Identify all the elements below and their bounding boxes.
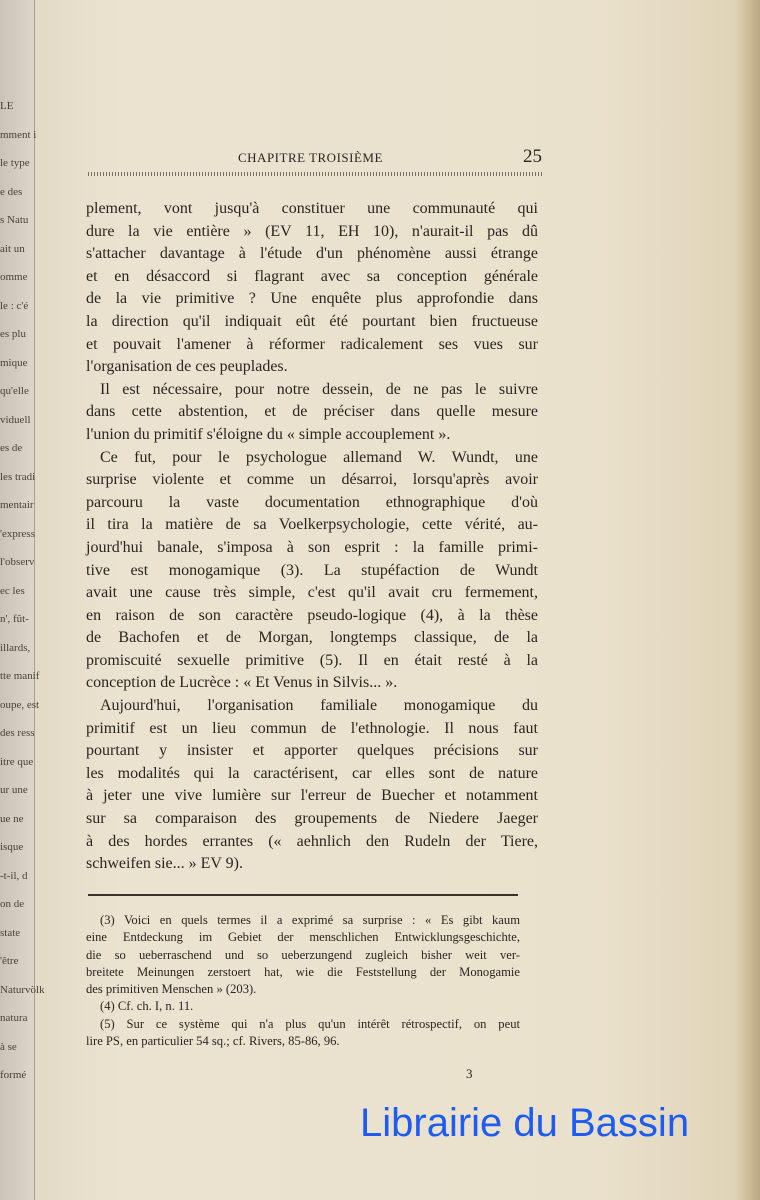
page-number: 25 [523,146,542,167]
left-page-fragment: natura [0,1012,28,1024]
text-line: surprise violente et comme un désarroi, lorsqu'après avoir [86,471,538,489]
text-line: l'organisation de ces peuplades. [86,358,288,376]
signature-mark: 3 [466,1066,473,1081]
header-wavy-rule [88,172,542,176]
text-line: Ce fut, pour le psychologue allemand W. Wundt, une [100,448,538,466]
left-page-fragment: qu'elle [0,385,29,397]
left-page-fragment: ur une [0,784,28,796]
footnote-line: (5) Sur ce système qui n'a plus qu'un intérêt rétrospectif, on peut [100,1016,520,1031]
left-page-fragment: mment i [0,128,37,141]
left-page-fragment: itre que [0,755,34,768]
left-page-fragment: ec les [0,584,25,597]
left-page-fragment: s Natu [0,214,29,226]
left-page-fragment: isque [0,841,24,853]
text-line: jourd'hui banale, s'imposa à son esprit : la famille primi- [86,538,538,556]
text-line: et en désaccord si flagrant avec sa conception générale [86,267,538,285]
footnote-line: breitete Meinungen zerstoert hat, wie die Feststellung der Monogamie [86,964,520,979]
left-page-fragment: ait un [0,242,25,255]
left-page-fragment: LE [0,100,14,112]
left-page-fragment: l'observ [0,556,35,568]
footnote-line: die so ueberraschend und so ueberzungend zugleich bisher weit ver- [86,947,520,962]
left-page-fragment: -t-il, d [0,869,28,882]
left-page-fragment: es de [0,442,23,454]
running-header [88,148,542,178]
text-line: les modalités qui la caractérisent, car elles sont de nature [86,764,538,782]
text-line: pourtant y insister et apporter quelques précisions sur [86,742,538,760]
left-page-fragment: mique [0,356,28,369]
footnote-line: lire PS, en particulier 54 sq.; cf. Rivers, 85-86, 96. [86,1034,340,1049]
watermark: Librairie du Bassin [360,1101,690,1145]
left-page-fragment: 'être [0,955,19,967]
text-line: de Bachofen et de Morgan, longtemps classique, de la [86,629,538,647]
text-line: dans cette abstention, et de préciser dans quelle mesure [86,403,538,421]
text-line: tive est monogamique (3). La stupéfaction de Wundt [86,561,538,579]
text-line: dure la vie entière » (EV 11, EH 10), n'aurait-il pas dû [86,222,538,240]
text-line: conception de Lucrèce : « Et Venus in Silvis... ». [86,674,398,692]
footnote-line: des primitiven Menschen » (203). [86,982,257,997]
left-page-fragment: des ress [0,727,35,739]
text-line: sur sa comparaison des groupements de Niedere Jaeger [86,810,538,828]
left-page-fragment: mentair [0,499,34,511]
left-page-fragment: formé [0,1069,27,1081]
text-line: plement, vont jusqu'à constituer une communauté qui [86,200,538,217]
text-line: de la vie primitive ? Une enquête plus approfondie dans [86,290,538,308]
text-line: schweifen sie... » EV 9). [86,855,243,873]
text-line: l'union du primitif s'éloigne du « simple accouplement ». [86,425,451,443]
text-line: parcouru la vaste documentation ethnographique d'où [86,493,538,511]
footnote-line: eine Entdeckung im Gebiet der menschlichen Entwicklungsgeschichte, [86,930,520,945]
text-line: et pouvait l'amener à réformer radicalement ses vues sur [86,335,538,353]
text-line: primitif est un lieu commun de l'ethnologie. Il nous faut [86,719,538,737]
text-line: en raison de son caractère pseudo-logique (4), à la thèse [86,606,538,624]
footnote-line: (3) Voici en quels termes il a exprimé sa surprise : « Es gibt kaum [100,913,520,927]
left-page-fragment: omme [0,271,28,283]
text-line: la direction qu'il indiquait eût été pourtant bien fructueuse [86,312,538,330]
left-page-fragment: 'express [0,527,35,540]
text-line: avait une cause très simple, c'est qu'il avait cru fermement, [86,584,538,602]
text-line: s'attacher davantage à l'étude d'un phénomène aussi étrange [86,245,538,263]
text-line: à jeter une vive lumière sur l'erreur de Buecher et notamment [86,787,538,805]
body-text [86,198,538,876]
left-page-fragment: illards, [0,641,31,654]
left-page-fragment: Naturvölk [0,983,45,996]
left-page-fragment: le type [0,157,30,169]
left-page-fragment: state [0,926,21,939]
text-line: à des hordes errantes (« aehnlich den Rudeln der Tiere, [86,832,538,850]
left-page-fragment: viduell [0,413,31,426]
previous-page-edge [0,0,45,1200]
left-page-fragment: le : c'é [0,299,29,312]
left-page-fragment: les tradi [0,470,36,483]
footnotes [86,912,520,1050]
left-page-fragment: ue ne [0,812,24,825]
left-page-fragment: tte manif [0,670,40,682]
left-page-fragment: oupe, est [0,698,40,711]
text-line: promiscuité sexuelle primitive (5). Il en était resté à la [86,651,538,669]
footnote-line: (4) Cf. ch. I, n. 11. [100,999,194,1014]
running-title: CHAPITRE TROISIÈME [238,150,383,165]
left-page-fragment: es plu [0,328,26,340]
footnote-rule [88,894,518,896]
left-page-fragment: on de [0,898,25,910]
left-page-fragment: e des [0,185,23,198]
text-line: il tira la matière de sa Voelkerpsychologie, cette vérité, au- [86,516,538,534]
left-page-fragment: à se [0,1040,17,1053]
left-page-fragment: n', fût- [0,613,29,625]
text-line: Il est nécessaire, pour notre dessein, de ne pas le suivre [100,380,538,398]
text-line: Aujourd'hui, l'organisation familiale monogamique du [100,697,538,715]
